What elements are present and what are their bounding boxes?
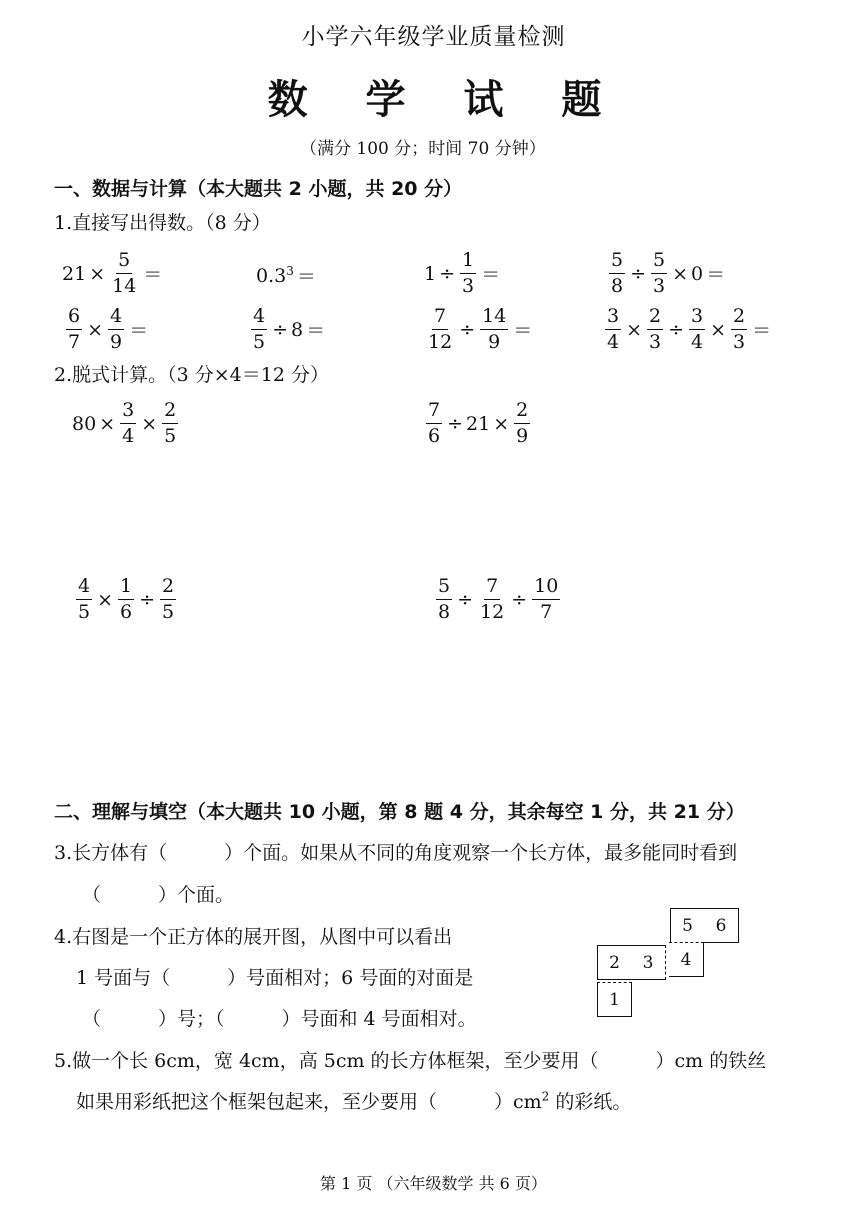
denominator: 4 [607,331,620,353]
denominator: 3 [462,275,475,297]
net-face-1 [597,982,632,1017]
numerator: 10 [532,577,560,600]
q5-line-2 [76,1087,631,1114]
equals-sign: ＝ [306,320,326,342]
q2-label: 2.脱式计算。（3 分×4＝12 分） [54,364,329,386]
exam-title: 数 学 试 题 [267,76,624,123]
operator: × [672,262,689,285]
operator: ÷ [457,588,474,611]
fraction [647,307,663,352]
equals-sign: ＝ [481,264,501,286]
fraction [426,307,454,352]
cube-net-figure [597,908,743,1020]
number: 21 [62,262,87,285]
net-face-6 [704,908,739,943]
exam-subtitle: 小学六年级学业质量检测 [301,24,566,50]
numerator: 5 [116,251,132,274]
q2-item-4 [434,577,562,622]
numerator: 2 [731,307,747,330]
operator: ÷ [668,318,685,341]
operator: ÷ [511,588,528,611]
numerator: 7 [432,307,448,330]
numerator: 1 [460,251,476,274]
equals-sign: ＝ [706,264,726,286]
denominator: 7 [68,331,81,353]
face-label: 1 [609,989,620,1010]
numerator: 4 [108,307,124,330]
numerator: 2 [514,401,530,424]
equals-sign: ＝ [143,264,163,286]
denominator: 5 [164,425,177,447]
fraction [118,577,134,622]
denominator: 3 [653,275,666,297]
denominator: 6 [120,601,133,623]
superscript: 2 [541,1089,550,1104]
denominator: 9 [110,331,123,353]
fraction [426,401,442,446]
fraction [110,251,138,296]
q2-item-3 [74,577,178,622]
operator: ÷ [459,318,476,341]
numerator: 7 [484,577,500,600]
fraction [436,577,452,622]
numerator: 14 [480,307,508,330]
fraction [251,307,267,352]
operator: ÷ [139,588,156,611]
face-label: 6 [715,915,727,936]
numerator: 1 [118,577,134,600]
fraction [514,401,530,446]
net-face-5 [670,908,705,943]
numerator: 6 [66,307,82,330]
operator: × [99,412,116,435]
number: 1 [424,262,437,285]
numerator: 5 [436,577,452,600]
q4-line-3: （ ）号；（ ）号面和 4 号面相对。 [82,1008,477,1030]
q1-item-1 [62,251,165,296]
equals-sign: ＝ [129,320,149,342]
fraction [480,307,508,352]
denominator: 6 [428,425,441,447]
operator: × [89,262,106,285]
operator: × [141,412,158,435]
number: 0.3 [256,264,287,287]
q1-label: 1.直接写出得数。（8 分） [54,212,271,234]
page-footer: 第 1 页 （六年级数学 共 6 页） [320,1174,547,1193]
number: 0 [691,262,704,285]
fraction [689,307,705,352]
q3-line-2: （ ）个面。 [82,884,235,906]
exponent: 3 [286,263,294,278]
denominator: 14 [112,275,137,297]
numerator: 5 [609,251,625,274]
fraction [120,401,136,446]
q1-item-5 [64,307,151,352]
fraction [609,251,625,296]
fraction [532,577,560,622]
number: 21 [466,412,491,435]
numerator: 2 [647,307,663,330]
denominator: 4 [122,425,135,447]
q1-item-7 [424,307,535,352]
operator: ÷ [439,262,456,285]
fraction [162,401,178,446]
denominator: 5 [162,601,175,623]
denominator: 3 [649,331,662,353]
numerator: 5 [651,251,667,274]
operator: × [493,412,510,435]
numerator: 2 [162,401,178,424]
q4-line-1: 4.右图是一个正方体的展开图，从图中可以看出 [54,926,453,948]
fraction [66,307,82,352]
fraction [478,577,506,622]
net-face-2 [597,945,632,980]
operator: × [97,588,114,611]
q1-item-4 [607,251,728,296]
equals-sign: ＝ [752,320,772,342]
operator: ÷ [630,262,647,285]
operator: ÷ [272,318,289,341]
operator: × [626,318,643,341]
net-face-4 [669,942,704,977]
face-label: 2 [609,952,620,973]
section2-heading: 二、理解与填空（本大题共 10 小题，第 8 题 4 分，其余每空 1 分，共 21 分） [54,801,745,823]
fraction [460,251,476,296]
q3-line-1: 3.长方体有（ ）个面。如果从不同的角度观察一个长方体，最多能同时看到 [54,842,738,864]
number: 80 [72,412,97,435]
fraction [160,577,176,622]
q2-item-1 [72,401,180,446]
q1-item-8 [603,307,774,352]
q5-line-2-tail: 的彩纸。 [549,1091,632,1113]
numerator: 3 [689,307,705,330]
numerator: 2 [160,577,176,600]
denominator: 5 [78,601,91,623]
number: 8 [291,318,304,341]
numerator: 4 [251,307,267,330]
denominator: 9 [516,425,529,447]
numerator: 7 [426,401,442,424]
operator: ÷ [447,412,464,435]
q4-line-2: 1 号面与（ ）号面相对；6 号面的对面是 [76,967,474,989]
q1-item-6 [249,307,328,352]
fraction [76,577,92,622]
equals-sign: ＝ [513,320,533,342]
fraction [731,307,747,352]
equals-sign: ＝ [296,266,316,288]
operator: × [710,318,727,341]
face-label: 5 [682,915,693,936]
fraction [605,307,621,352]
denominator: 12 [428,331,453,353]
denominator: 4 [691,331,704,353]
denominator: 7 [540,601,553,623]
numerator: 3 [605,307,621,330]
q2-item-2 [424,401,532,446]
operator: × [87,318,104,341]
face-label: 4 [680,949,692,970]
face-label: 3 [642,952,654,973]
q5-line-2-text: 如果用彩纸把这个框架包起来，至少要用（ ）cm [76,1091,542,1113]
fraction [108,307,124,352]
score-time-note: （满分 100 分；时间 70 分钟） [300,139,546,159]
q5-line-1: 5.做一个长 6cm，宽 4cm，高 5cm 的长方体框架，至少要用（ ）cm 的铁丝 [54,1050,767,1072]
numerator: 4 [76,577,92,600]
net-face-3 [631,945,666,980]
denominator: 12 [480,601,505,623]
q1-item-3 [424,251,503,296]
denominator: 8 [438,601,451,623]
denominator: 5 [253,331,266,353]
denominator: 3 [733,331,746,353]
denominator: 9 [488,331,501,353]
section1-heading: 一、数据与计算（本大题共 2 小题，共 20 分） [54,178,463,200]
denominator: 8 [611,275,624,297]
fraction [651,251,667,296]
q1-item-2 [256,262,319,289]
numerator: 3 [120,401,136,424]
